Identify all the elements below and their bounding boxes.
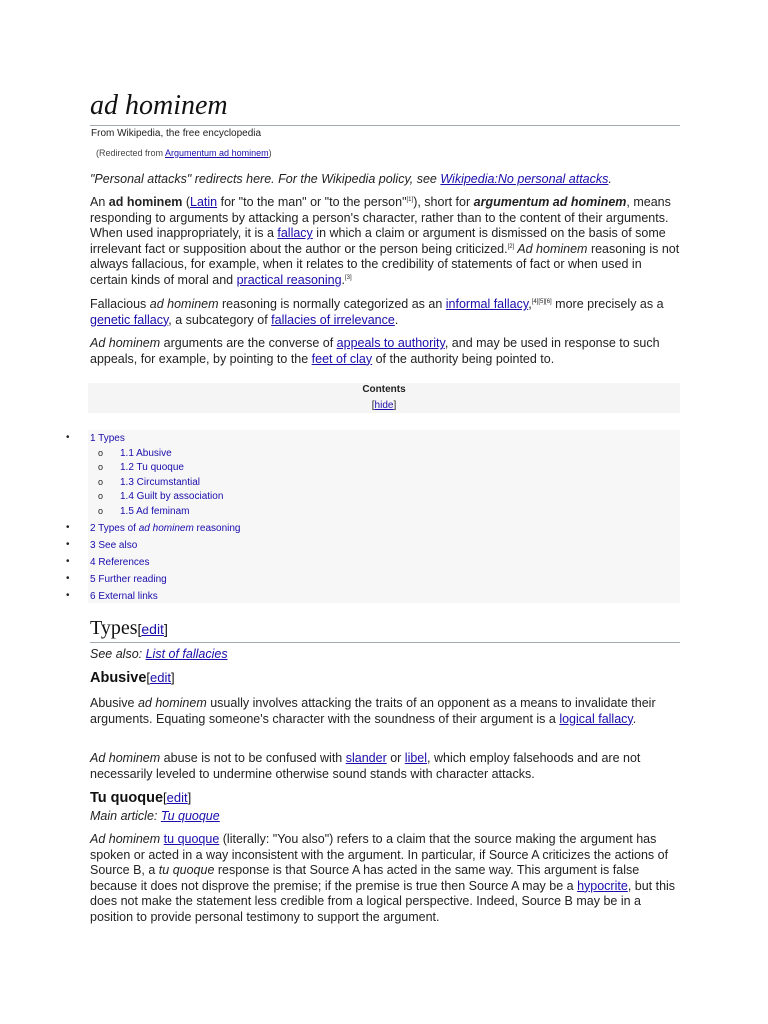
genetic-fallacy-link[interactable]: genetic fallacy bbox=[90, 312, 169, 327]
libel-link[interactable]: libel bbox=[404, 751, 428, 765]
abusive-edit: [edit] bbox=[146, 670, 175, 685]
citation-3[interactable]: [3] bbox=[345, 274, 352, 281]
toc-bullet: • bbox=[66, 573, 70, 584]
appeals-to-authority-link[interactable]: appeals to authority bbox=[336, 336, 445, 350]
toc-item-further-reading[interactable]: 5 Further reading bbox=[90, 574, 167, 585]
subsection-heading-abusive: Abusive[edit] bbox=[90, 670, 175, 686]
toc-toggle: [hide] bbox=[371, 400, 397, 411]
fallacy-link[interactable]: fallacy bbox=[277, 226, 313, 241]
tu-quoque-paragraph: Ad hominem tu quoque (literally: "You also") refers to a claim that the source making the argument has spoken or acted in a way inconsistent with the argument. In particular, if Source A criticizes the actions of Source B, a tu quoque response is that Source A has acted in the same way. This argument is false because it does not disprove the premise; if the premise is true then Source A may be a hypocrite, but this does not make the statement less credible from a logical perspective. Indeed, Source B may be in a position to provide personal testimony to support the argument. bbox=[90, 832, 676, 924]
abusive-paragraph-1: Abusive ad hominem usually involves attacking the traits of an opponent as a means to invalidate their arguments. Equating someone's character with the soundness of their argument is a logical fallacy. bbox=[90, 696, 656, 726]
toc-item-guilt-by-association[interactable]: 1.4 Guilt by association bbox=[120, 491, 224, 502]
toc-bullet: • bbox=[66, 556, 70, 567]
toc-sub-bullet: o bbox=[98, 462, 104, 472]
hatnote: "Personal attacks" redirects here. For the Wikipedia policy, see Wikipedia:No personal attacks. bbox=[90, 172, 612, 186]
hypocrite-link[interactable]: hypocrite bbox=[577, 878, 628, 893]
toc-hide-link[interactable]: hide bbox=[374, 400, 394, 411]
toc-bullet: • bbox=[66, 432, 70, 443]
informal-fallacy-link[interactable]: informal fallacy bbox=[445, 297, 529, 311]
intro-paragraph-2: Fallacious ad hominem reasoning is normally categorized as an informal fallacy,[4][5][6] more precisely as a genetic fallacy, a subcategory of fallacies of irrelevance. bbox=[90, 297, 664, 327]
abusive-edit-link[interactable]: edit bbox=[150, 670, 172, 685]
redirect-notice: (Redirected from Argumentum ad hominem) bbox=[96, 148, 272, 158]
intro-paragraph-1: An ad hominem (Latin for "to the man" or "to the person"[1]), short for argumentum ad hominem, means responding to arguments by attacking a person's character, rather than to the content of their arguments. When used inappropriately, it is a fallacy in which a claim or argument is dismissed on the basis of some irrelevant fact or supposition about the author or the person being criticized.[2] Ad hominem reasoning is not always fallacious, for example, when it relates to the credibility of statements of fact or when used in certain kinds of moral and practical reasoning.[3] bbox=[90, 195, 680, 287]
fallacies-of-irrelevance-link[interactable]: fallacies of irrelevance bbox=[271, 312, 395, 327]
toc-sub-bullet: o bbox=[98, 506, 104, 516]
feet-of-clay-link[interactable]: feet of clay bbox=[311, 351, 373, 366]
tu-quoque-link[interactable]: tu quoque bbox=[163, 832, 220, 846]
see-also-note: See also: List of fallacies bbox=[90, 647, 228, 661]
tu-quoque-main-link[interactable]: Tu quoque bbox=[160, 809, 220, 823]
tu-quoque-edit: [edit] bbox=[163, 790, 192, 805]
toc-item-abusive[interactable]: 1.1 Abusive bbox=[120, 448, 172, 459]
toc-bullet: • bbox=[66, 539, 70, 550]
list-of-fallacies-link[interactable]: List of fallacies bbox=[145, 647, 228, 661]
policy-link[interactable]: Wikipedia:No personal attacks bbox=[440, 172, 609, 186]
section-divider bbox=[90, 642, 680, 643]
toc-item-ad-feminam[interactable]: 1.5 Ad feminam bbox=[120, 506, 190, 517]
toc-sub-bullet: o bbox=[98, 477, 104, 487]
toc-sub-bullet: o bbox=[98, 491, 104, 501]
toc-item-see-also[interactable]: 3 See also bbox=[90, 540, 138, 551]
toc-item-circumstantial[interactable]: 1.3 Circumstantial bbox=[120, 477, 201, 488]
toc-item-tu-quoque[interactable]: 1.2 Tu quoque bbox=[120, 462, 184, 473]
latin-link[interactable]: Latin bbox=[190, 195, 218, 209]
intro-paragraph-3: Ad hominem arguments are the converse of appeals to authority, and may be used in response to such appeals, for example, by pointing to the feet of clay of the authority being pointed to. bbox=[90, 336, 660, 366]
tu-quoque-edit-link[interactable]: edit bbox=[166, 790, 188, 805]
section-heading-types: Types[edit] bbox=[90, 617, 168, 639]
types-edit-link[interactable]: edit bbox=[141, 621, 164, 637]
toc-title: Contents bbox=[362, 384, 406, 395]
toc-header bbox=[88, 383, 680, 413]
toc-item-external-links[interactable]: 6 External links bbox=[90, 591, 158, 602]
toc-sub-bullet: o bbox=[98, 448, 104, 458]
page-title: ad hominem bbox=[90, 90, 228, 121]
citation-2[interactable]: [2] bbox=[507, 243, 515, 250]
title-divider bbox=[90, 125, 680, 126]
main-article-note: Main article: Tu quoque bbox=[90, 809, 220, 823]
citation-4-6[interactable]: [4][5][6] bbox=[531, 298, 552, 305]
toc-item-types-of-reasoning[interactable]: 2 Types of ad hominem reasoning bbox=[90, 523, 241, 534]
logical-fallacy-link[interactable]: logical fallacy bbox=[559, 711, 633, 726]
types-edit: [edit] bbox=[137, 621, 168, 637]
subsection-heading-tu-quoque: Tu quoque[edit] bbox=[90, 790, 192, 806]
slander-link[interactable]: slander bbox=[345, 751, 387, 765]
toc-bullet: • bbox=[66, 590, 70, 601]
tagline: From Wikipedia, the free encyclopedia bbox=[91, 128, 262, 139]
redirect-source-link[interactable]: Argumentum ad hominem bbox=[165, 148, 269, 158]
toc-bullet: • bbox=[66, 522, 70, 533]
citation-1[interactable]: [1] bbox=[406, 196, 414, 203]
abusive-paragraph-2: Ad hominem abuse is not to be confused with slander or libel, which employ falsehoods and are not necessarily leveled to undermine otherwise sound stands with character attacks. bbox=[90, 751, 641, 781]
toc-item-types[interactable]: 1 Types bbox=[90, 433, 125, 444]
practical-reasoning-link[interactable]: practical reasoning bbox=[236, 272, 342, 287]
toc-item-references[interactable]: 4 References bbox=[90, 557, 150, 568]
